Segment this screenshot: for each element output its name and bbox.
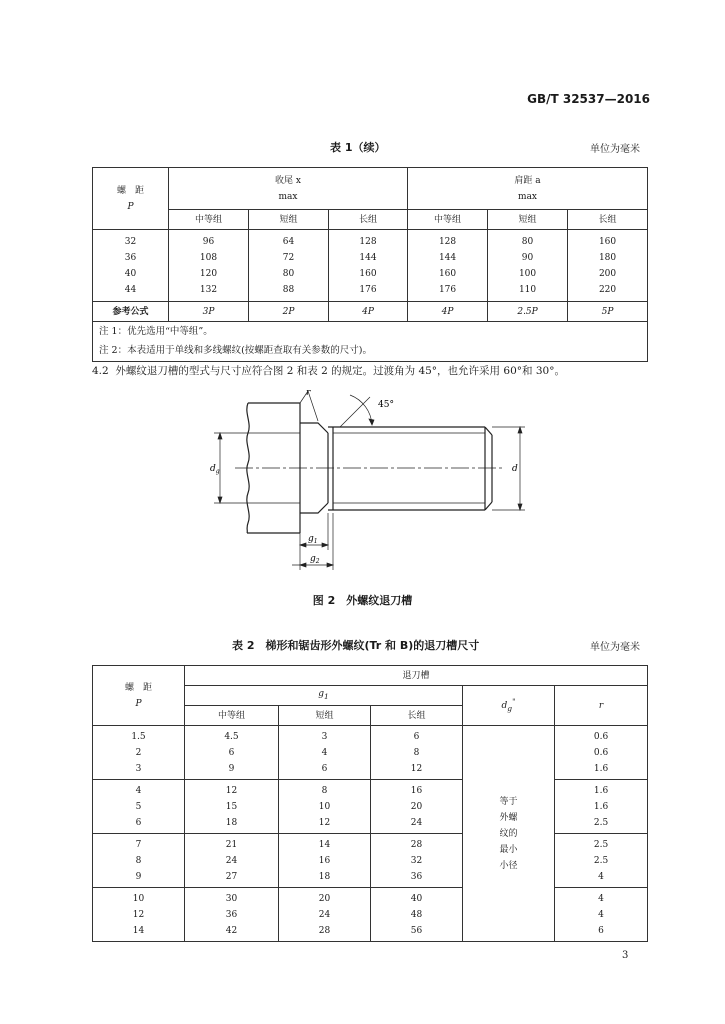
t1-cells: 96 108 120 132 [169, 230, 249, 302]
t1-formula: 2P [249, 302, 329, 322]
t2-cells: 20 24 28 [279, 888, 371, 942]
t1-note-1: 注 1：优先选用“中等组”。 [93, 322, 648, 342]
table1-unit: 单位为毫米 [590, 144, 640, 155]
standard-number: GB/T 32537—2016 [527, 92, 650, 106]
t1-pitch-header: 螺 距 P [93, 168, 169, 230]
t2-cells: 40 48 56 [371, 888, 463, 942]
t1-formula: 3P [169, 302, 249, 322]
t1-cells: 128 144 160 176 [329, 230, 408, 302]
t2-cells: 30 36 42 [185, 888, 279, 942]
t2-cells: 4.5 6 9 [185, 726, 279, 780]
t1-formula: 2.5P [488, 302, 568, 322]
t2-r-cells: 1.6 1.6 2.5 [555, 780, 648, 834]
t1-shoulder-header: 肩距 a max [408, 168, 648, 210]
t2-group-header: 退刀槽 [185, 666, 648, 686]
t1-cells: 160 180 200 220 [568, 230, 648, 302]
t2-g1-header: $g_1$ [185, 686, 463, 706]
t2-pitch-cells: 1.5 2 3 [93, 726, 185, 780]
table2-caption: 表 2 梯形和锯齿形外螺纹(Tr 和 B)的退刀槽尺寸 [232, 639, 480, 652]
t2-cells: 3 4 6 [279, 726, 371, 780]
table2 [92, 665, 648, 942]
fig-label-r: r [306, 388, 311, 398]
section-4-2 [92, 363, 565, 378]
t1-formula: 4P [408, 302, 488, 322]
t2-sub-header: 短组 [279, 706, 371, 726]
t1-sub-header: 长组 [568, 210, 648, 230]
t2-pitch-header: 螺 距 P [93, 666, 185, 726]
page-number: 3 [622, 950, 629, 961]
t1-sub-header: 中等组 [408, 210, 488, 230]
figure2-drawing [200, 385, 540, 585]
fig-label-d: d [512, 464, 518, 474]
t1-note-2: 注 2：本表适用于单线和多线螺纹(按螺距查取有关参数的尺寸)。 [93, 342, 648, 362]
table1 [92, 167, 648, 362]
fig-label-g1: $g_1$ [308, 534, 318, 545]
section-text: 外螺纹退刀槽的型式与尺寸应符合图 2 和表 2 的规定。过渡角为 45°，也允许采用 60°和 30°。 [115, 365, 565, 377]
t1-sub-header: 中等组 [169, 210, 249, 230]
t1-runout-header: 收尾 x max [169, 168, 408, 210]
t2-sub-header: 中等组 [185, 706, 279, 726]
t2-cells: 8 10 12 [279, 780, 371, 834]
t1-sub-header: 短组 [249, 210, 329, 230]
t2-r-cells: 4 4 6 [555, 888, 648, 942]
t2-dg-value: 等于 外螺 纹的 最小 小径 [463, 726, 555, 942]
fig-label-angle: 45° [378, 400, 394, 410]
t2-cells: 28 32 36 [371, 834, 463, 888]
t1-formula-label: 参考公式 [93, 302, 169, 322]
t2-cells: 14 16 18 [279, 834, 371, 888]
t2-cells: 12 15 18 [185, 780, 279, 834]
t2-dg-header: $d_g^"$ [463, 686, 555, 726]
t2-sub-header: 长组 [371, 706, 463, 726]
t1-sub-header: 长组 [329, 210, 408, 230]
t2-cells: 6 8 12 [371, 726, 463, 780]
t2-pitch-cells: 7 8 9 [93, 834, 185, 888]
figure2-caption: 图 2 外螺纹退刀槽 [312, 594, 413, 607]
t1-cells: 80 90 100 110 [488, 230, 568, 302]
t1-pitch-cells: 32 36 40 44 [93, 230, 169, 302]
t2-cells: 16 20 24 [371, 780, 463, 834]
t1-cells: 128 144 160 176 [408, 230, 488, 302]
t1-cells: 64 72 80 88 [249, 230, 329, 302]
t1-formula: 4P [329, 302, 408, 322]
t2-r-header: r [555, 686, 648, 726]
section-number: 4.2 [92, 365, 109, 377]
table1-caption: 表 1（续） [330, 141, 386, 154]
t2-pitch-cells: 4 5 6 [93, 780, 185, 834]
t2-r-cells: 2.5 2.5 4 [555, 834, 648, 888]
t2-cells: 21 24 27 [185, 834, 279, 888]
table2-unit: 单位为毫米 [590, 642, 640, 653]
fig-label-g2: $g_2$ [310, 554, 320, 565]
t1-sub-header: 短组 [488, 210, 568, 230]
t1-formula: 5P [568, 302, 648, 322]
t2-r-cells: 0.6 0.6 1.6 [555, 726, 648, 780]
fig-label-dg: $d_g$ [210, 464, 220, 475]
t2-pitch-cells: 10 12 14 [93, 888, 185, 942]
